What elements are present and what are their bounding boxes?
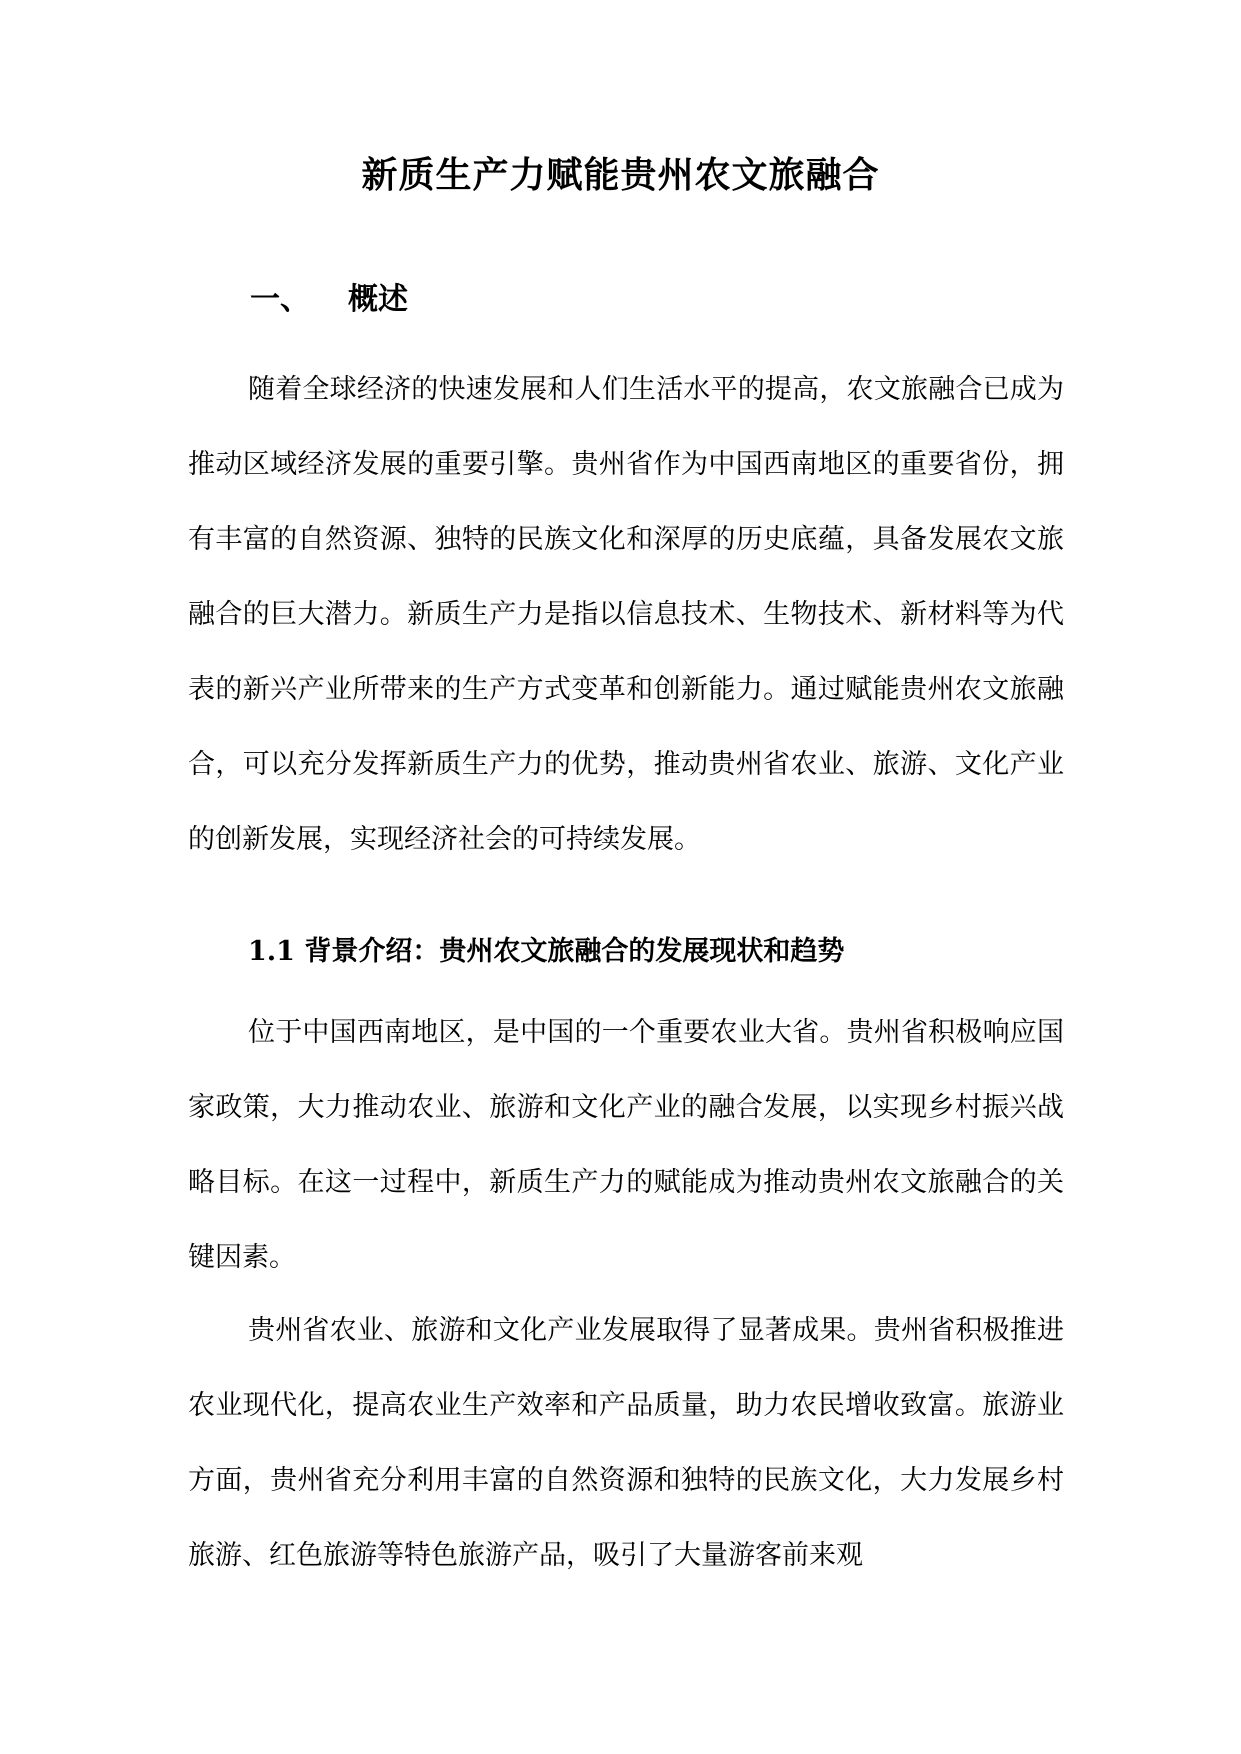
- document-title: 新质生产力赋能贵州农文旅融合: [361, 154, 880, 196]
- background-paragraph-2: 贵州省农业、旅游和文化产业发展取得了显著成果。贵州省积极推进农业现代化，提高农业生产效率和产品质量，助力农民增收致富。旅游业方面，贵州省充分利用丰富的自然资源和独特的民族文化，大力发展乡村旅游、红色旅游等特色旅游产品，吸引了大量游客前来观: [188, 1315, 1064, 1571]
- section-title: 概述: [348, 282, 408, 317]
- overview-paragraph: 随着全球经济的快速发展和人们生活水平的提高，农文旅融合已成为推动区域经济发展的重要引擎。贵州省作为中国西南地区的重要省份，拥有丰富的自然资源、独特的民族文化和深厚的历史底蕴，具备发展农文旅融合的巨大潜力。新质生产力是指以信息技术、生物技术、新材料等为代表的新兴产业所带来的生产方式变革和创新能力。通过赋能贵州农文旅融合，可以充分发挥新质生产力的优势，推动贵州省农业、旅游、文化产业的创新发展，实现经济社会的可持续发展。: [188, 374, 1064, 855]
- background-paragraph-1: 位于中国西南地区，是中国的一个重要农业大省。贵州省积极响应国家政策，大力推动农业、旅游和文化产业的融合发展，以实现乡村振兴战略目标。在这一过程中，新质生产力的赋能成为推动贵州农文旅融合的关键因素。: [188, 1017, 1064, 1273]
- section-heading-overview: [250, 278, 408, 322]
- subsection-heading-background: 1.1 背景介绍：贵州农文旅融合的发展现状和趋势: [248, 936, 845, 967]
- section-number: 一、: [250, 282, 310, 317]
